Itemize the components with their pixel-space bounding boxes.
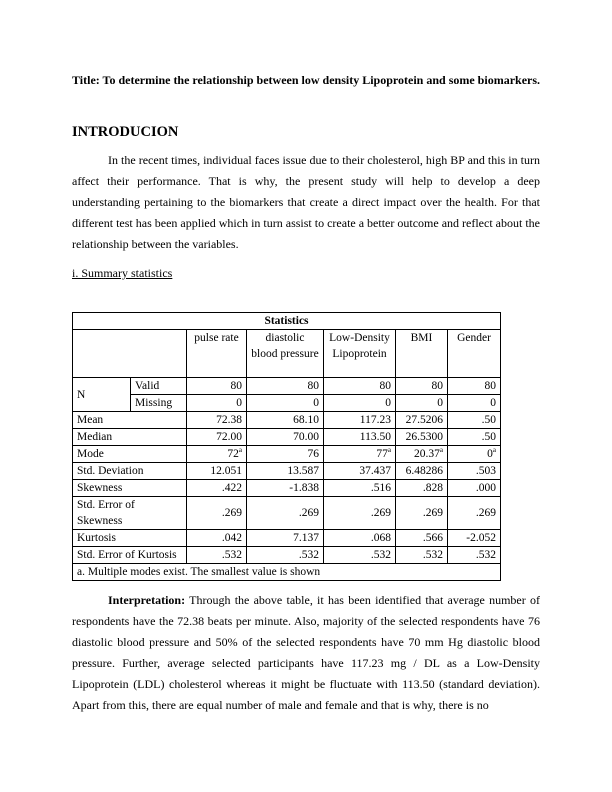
table-cell: .269 xyxy=(448,497,501,530)
row-label: Std. Error of Kurtosis xyxy=(73,547,187,564)
table-cell: 72.38 xyxy=(187,412,247,429)
missing-label: Missing xyxy=(131,395,187,412)
interpretation-label: Interpretation: xyxy=(108,593,186,607)
table-cell: .566 xyxy=(396,530,448,547)
column-header: Gender xyxy=(448,330,501,378)
table-cell: 0 xyxy=(448,395,501,412)
table-cell: 80 xyxy=(324,378,396,395)
row-label: Mode xyxy=(73,446,187,463)
table-cell: .422 xyxy=(187,480,247,497)
table-cell: .532 xyxy=(396,547,448,564)
table-cell: .503 xyxy=(448,463,501,480)
table-cell: 20.37$^a$ xyxy=(396,446,448,463)
statistics-table xyxy=(72,312,501,581)
table-cell: 113.50 xyxy=(324,429,396,446)
table-cell: 76 xyxy=(247,446,324,463)
table-cell: 72$^a$ xyxy=(187,446,247,463)
table-cell: 7.137 xyxy=(247,530,324,547)
row-label: Median xyxy=(73,429,187,446)
table-cell: 0 xyxy=(247,395,324,412)
table-caption: Statistics xyxy=(73,313,501,330)
table-cell: 68.10 xyxy=(247,412,324,429)
table-cell: .269 xyxy=(247,497,324,530)
table-cell: 0 xyxy=(324,395,396,412)
table-cell: 80 xyxy=(448,378,501,395)
table-cell: .50 xyxy=(448,429,501,446)
column-header: BMI xyxy=(396,330,448,378)
table-cell: 80 xyxy=(247,378,324,395)
valid-label: Valid xyxy=(131,378,187,395)
table-cell: 6.48286 xyxy=(396,463,448,480)
table-cell: .269 xyxy=(396,497,448,530)
table-cell: .042 xyxy=(187,530,247,547)
table-cell: 0 xyxy=(187,395,247,412)
column-header: pulse rate xyxy=(187,330,247,378)
row-label: Skewness xyxy=(73,480,187,497)
table-cell: .532 xyxy=(187,547,247,564)
table-cell: 117.23 xyxy=(324,412,396,429)
table-cell: .516 xyxy=(324,480,396,497)
summary-statistics-subheading: i. Summary statistics xyxy=(72,266,173,280)
column-header: Low-Density Lipoprotein xyxy=(324,330,396,378)
interpretation-text: Through the above table, it has been identified that average number of respondents have the 72.38 beats per minute. Also, majority of the selected respondents have 76 diastolic blood pressure and 50% of the selected respondents have 70 mm Hg diastolic blood pressure. Further, average selected participants have 117.23 mg / DL as a Low-Density Lipoprotein (LDL) cholesterol whereas it might be fluctuate with 113.50 (standard deviation). Apart from this, there are equal number of male and female and that is why, there is no xyxy=(72,593,540,712)
row-label: Kurtosis xyxy=(73,530,187,547)
column-header: diastolic blood pressure xyxy=(247,330,324,378)
row-label: Std. Error of Skewness xyxy=(73,497,187,530)
table-cell: 0$^a$ xyxy=(448,446,501,463)
document-title: Title: To determine the relationship between low density Lipoprotein and some biomarkers. xyxy=(72,73,541,87)
table-cell: .532 xyxy=(448,547,501,564)
table-cell: .269 xyxy=(187,497,247,530)
table-cell: 77$^a$ xyxy=(324,446,396,463)
row-label: Std. Deviation xyxy=(73,463,187,480)
table-cell: 37.437 xyxy=(324,463,396,480)
table-cell: 70.00 xyxy=(247,429,324,446)
interpretation-paragraph xyxy=(72,590,540,716)
table-cell: .068 xyxy=(324,530,396,547)
table-cell: 12.051 xyxy=(187,463,247,480)
table-cell: 13.587 xyxy=(247,463,324,480)
table-cell: .532 xyxy=(324,547,396,564)
table-cell: .532 xyxy=(247,547,324,564)
table-cell: 0 xyxy=(396,395,448,412)
table-cell: -1.838 xyxy=(247,480,324,497)
table-cell: 27.5206 xyxy=(396,412,448,429)
table-cell: 72.00 xyxy=(187,429,247,446)
table-cell: 80 xyxy=(396,378,448,395)
intro-paragraph: In the recent times, individual faces issue due to their cholesterol, high BP and this in turn affect their performance. That is why, the present study will help to develop a deep understanding pertaining to the biomarkers that create a direct impact over the health. For that different test has been applied which in turn assist to create a better outcome and reflect about the relationship between the variables. xyxy=(72,153,540,251)
table-footnote: a. Multiple modes exist. The smallest value is shown xyxy=(73,564,501,581)
n-label: N xyxy=(73,378,131,412)
table-cell: -2.052 xyxy=(448,530,501,547)
table-cell: .50 xyxy=(448,412,501,429)
table-cell: .828 xyxy=(396,480,448,497)
table-cell: .269 xyxy=(324,497,396,530)
section-heading: INTRODUCION xyxy=(72,124,179,140)
table-corner-cell xyxy=(73,330,187,378)
row-label: Mean xyxy=(73,412,187,429)
table-cell: 26.5300 xyxy=(396,429,448,446)
table-cell: 80 xyxy=(187,378,247,395)
table-cell: .000 xyxy=(448,480,501,497)
